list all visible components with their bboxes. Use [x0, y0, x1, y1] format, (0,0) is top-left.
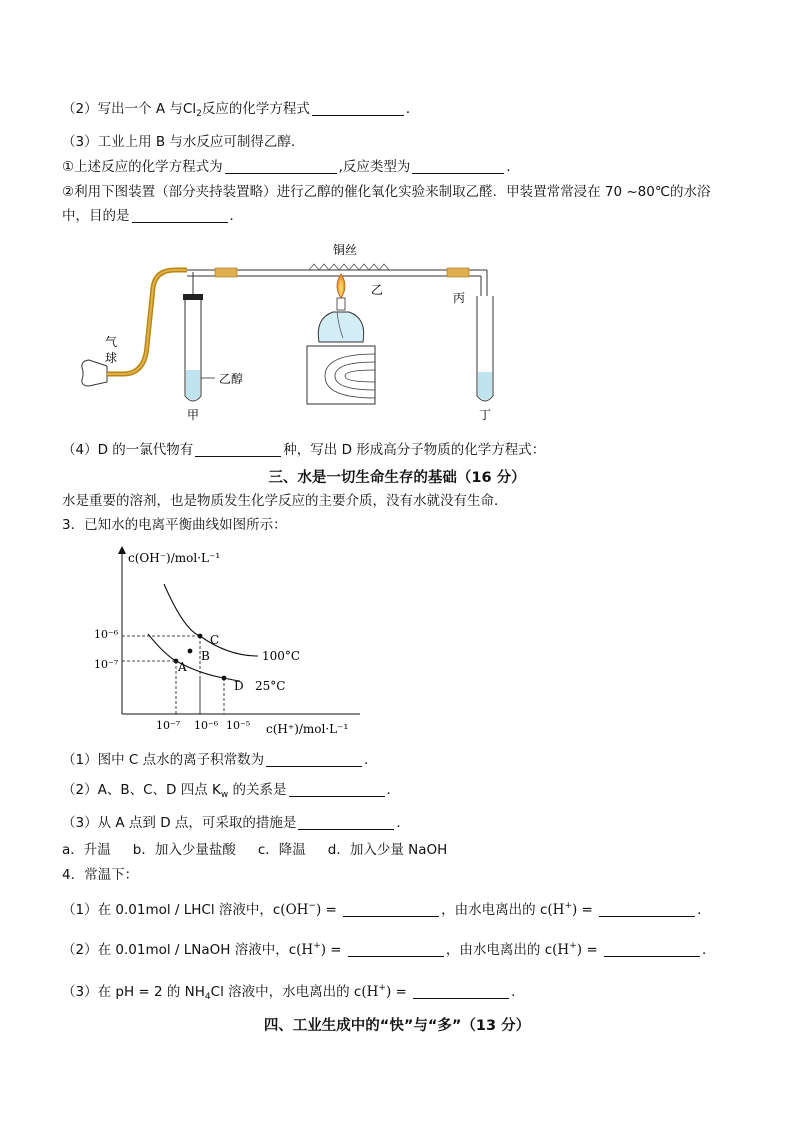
point-label-a: A: [178, 660, 187, 674]
label-bing: 丙: [453, 291, 466, 305]
y-tick-label: 10⁻⁷: [94, 658, 119, 671]
equals: =: [577, 902, 598, 918]
problem-3: [62, 516, 287, 534]
equals: =: [582, 942, 602, 958]
q4a-text-2: ，由水电离出的 c: [441, 902, 548, 918]
paren: (: [552, 942, 558, 958]
y-tick-label: 10⁻⁶: [94, 628, 119, 641]
problem-3-text: 3．已知水的电离平衡曲线如图所示：: [62, 517, 287, 533]
kw-sub: w: [220, 790, 229, 800]
section-4-title: 四、工业生成中的“快”与“多”（13 分）: [263, 1018, 531, 1034]
question-4-3: [62, 979, 525, 1006]
punct: ．: [386, 782, 401, 798]
q4b-text: （2）在 0.01mol / LNaOH 溶液中，c: [62, 942, 297, 958]
label-balloon-1: 气: [105, 335, 118, 349]
question-3-1: [62, 158, 520, 176]
punct: ．: [701, 942, 716, 958]
question-3-2: [62, 183, 711, 201]
answer-blank[interactable]: [599, 902, 695, 917]
options-row: [62, 841, 469, 859]
label-ethanol: 乙醇: [219, 372, 244, 386]
q4-text-2: 种，写出 D 形成高分子物质的化学方程式：: [283, 442, 546, 458]
ion: OH: [285, 902, 309, 918]
point-label-c: C: [210, 633, 220, 647]
paren: (: [547, 902, 553, 918]
alcohol-lamp: [318, 312, 363, 342]
question-4-1: [62, 897, 711, 919]
paren: (: [280, 902, 286, 918]
question-3-3-chart: [62, 814, 410, 832]
point-label-d: D: [234, 679, 244, 693]
wood-block: [307, 346, 375, 404]
paren: ): [320, 942, 327, 958]
q2-text-2: 反应的化学方程式: [201, 101, 310, 117]
answer-blank[interactable]: [195, 442, 281, 457]
answer-blank[interactable]: [312, 101, 404, 116]
q3-1-text: ①上述反应的化学方程式为: [62, 159, 223, 175]
q4c-text: （3）在 pH = 2 的 NH: [62, 984, 205, 1000]
q4a-text: （1）在 0.01mol / LHCl 溶液中，c: [62, 902, 281, 918]
answer-blank[interactable]: [132, 208, 228, 223]
answer-blank[interactable]: [266, 752, 362, 767]
punct: ．: [229, 208, 243, 224]
q2-text: （2）写出一个 A 与: [62, 101, 183, 117]
curve-25c: [148, 634, 240, 681]
option-a[interactable]: a．升温: [62, 842, 111, 858]
q3-1-text-2: ,反应类型为: [338, 159, 411, 175]
y-axis-label: c(OH⁻)/mol·L⁻¹: [128, 551, 221, 565]
stopper: [183, 294, 203, 300]
paren: ): [315, 902, 322, 918]
ion-charge: −: [308, 901, 316, 911]
balloon-shape: [82, 360, 107, 386]
problem-4-text: 4．常温下：: [62, 867, 139, 883]
answer-blank[interactable]: [604, 942, 700, 957]
punct: ．: [364, 752, 378, 768]
question-3-2-cont: [62, 207, 243, 225]
ion-charge: +: [313, 941, 321, 951]
answer-blank[interactable]: [225, 159, 337, 174]
paren: (: [361, 984, 367, 1000]
q4b-text-2: ，由水电离出的 c: [445, 942, 553, 958]
rubber-tube: [107, 270, 187, 374]
paren: ): [385, 984, 392, 1000]
question-3: [62, 133, 304, 151]
question-3-1-chart: [62, 751, 378, 769]
q3-2-text-2: 中，目的是: [62, 208, 130, 224]
label-yi: 乙: [371, 283, 384, 297]
answer-blank[interactable]: [413, 984, 509, 999]
question-4-2: [62, 937, 715, 959]
problem-4: [62, 866, 138, 884]
label-copper-wire: 铜丝: [333, 243, 358, 257]
option-b[interactable]: b．加入少量盐酸: [132, 842, 236, 858]
apparatus-diagram: [75, 236, 515, 424]
point-c: [198, 634, 203, 639]
option-c[interactable]: c．降温: [257, 842, 306, 858]
answer-blank[interactable]: [412, 159, 504, 174]
ionization-chart: [88, 540, 378, 740]
q3a-text: （1）图中 C 点水的离子积常数为: [62, 752, 265, 768]
question-4: [62, 441, 545, 459]
intro-text: [62, 492, 508, 510]
paren: ): [571, 902, 578, 918]
ion-charge: +: [378, 983, 386, 993]
answer-blank[interactable]: [298, 815, 394, 830]
equals: =: [391, 984, 412, 1000]
q4c-text-2: Cl 溶液中，水电离出的 c: [210, 984, 362, 1000]
q3c-text: （3）从 A 点到 D 点，可采取的措施是: [62, 815, 297, 831]
x-tick-label: 10⁻⁵: [226, 719, 251, 732]
series-label-100c: 100°C: [262, 649, 301, 663]
intro: 水是重要的溶剂，也是物质发生化学反应的主要介质，没有水就没有生命．: [62, 493, 508, 509]
ion-charge: +: [569, 941, 577, 951]
x-tick-label: 10⁻⁶: [194, 719, 219, 732]
ion: H: [301, 942, 314, 958]
point-b: [188, 649, 193, 654]
series-label-25c: 25°C: [255, 679, 286, 693]
formula-sub: 2: [196, 109, 202, 119]
option-d[interactable]: d．加入少量 NaOH: [327, 842, 448, 858]
punct: ．: [511, 984, 525, 1000]
paren: ): [576, 942, 583, 958]
ion: H: [557, 942, 570, 958]
equals: =: [326, 942, 346, 958]
q3b-text-2: 的关系是: [228, 782, 287, 798]
section-3-title: 三、水是一切生命生存的基础（16 分）: [268, 470, 526, 486]
question-3-2-chart: [62, 781, 400, 804]
point-d: [222, 676, 227, 681]
x-tick-label: 10⁻⁷: [156, 719, 181, 732]
formula-cl: Cl: [182, 101, 197, 117]
label-balloon-2: 球: [105, 351, 118, 365]
punct: ．: [506, 159, 520, 175]
paren: (: [296, 942, 302, 958]
ion-charge: +: [564, 901, 572, 911]
q3b-text: （2）A、B、C、D 四点 K: [62, 782, 221, 798]
x-axis-label: c(H⁺)/mol·L⁻¹: [266, 722, 349, 736]
q3-2-text: ②利用下图装置（部分夹持装置略）进行乙醇的催化氧化实验来制取乙醛．甲装置常常浸在 70 ~80℃的水浴: [62, 184, 711, 200]
answer-blank[interactable]: [343, 902, 439, 917]
ion: H: [552, 902, 565, 918]
label-jia: 甲: [187, 408, 200, 422]
punct: ．: [405, 101, 420, 117]
q3-text: （3）工业上用 B 与水反应可制得乙醇．: [62, 134, 305, 150]
punct: ．: [396, 815, 410, 831]
label-ding: 丁: [479, 408, 492, 422]
answer-blank[interactable]: [348, 942, 444, 957]
copper-wire: [309, 264, 389, 270]
question-2: [62, 100, 419, 123]
formula-sub: 4: [204, 992, 211, 1002]
ion: H: [366, 984, 379, 1000]
point-label-b: B: [201, 649, 210, 663]
equals: =: [321, 902, 342, 918]
punct: ．: [697, 902, 711, 918]
q4-text: （4）D 的一氯代物有: [62, 442, 194, 458]
answer-blank[interactable]: [289, 782, 385, 797]
